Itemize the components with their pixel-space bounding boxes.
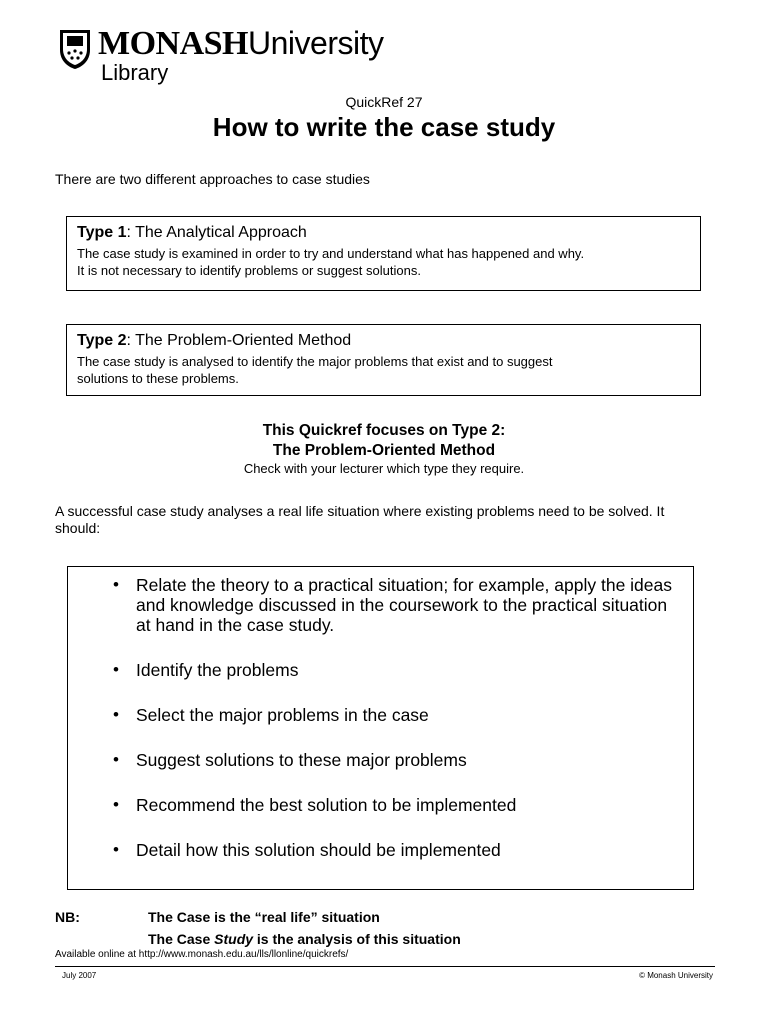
type1-heading	[77, 223, 690, 243]
type2-body	[77, 353, 690, 387]
focus-line2: The Problem-Oriented Method	[272, 442, 496, 459]
list-item	[80, 750, 679, 770]
nb-label: NB:	[55, 909, 80, 925]
focus-block	[0, 421, 768, 477]
type1-box	[66, 216, 701, 291]
bullet-icon: •	[113, 840, 119, 859]
bullet-icon: •	[113, 705, 119, 724]
type2-heading-text: : The Problem-Oriented Method	[126, 332, 352, 349]
list-item-text: Detail how this solution should be implemented	[136, 840, 501, 860]
list-item	[80, 840, 679, 860]
list-item	[80, 795, 679, 815]
type1-body-line1: The case study is examined in order to try and understand what has happened and why.	[77, 246, 585, 261]
type2-heading	[77, 331, 690, 351]
list-item	[80, 575, 679, 635]
bullet-icon: •	[113, 575, 119, 594]
type1-heading-text: : The Analytical Approach	[126, 224, 307, 241]
bullet-icon: •	[113, 795, 119, 814]
logo-name-bold: MONASH	[98, 25, 248, 62]
nb-line2	[148, 931, 461, 947]
list-item-text: Suggest solutions to these major problems	[136, 750, 467, 770]
type2-label: Type 2	[77, 332, 127, 349]
available-online-text: Available online at http://www.monash.edu.au/lls/llonline/quickrefs/	[55, 949, 349, 960]
bullet-icon: •	[113, 660, 119, 679]
type2-body-line1: The case study is analysed to identify the major problems that exist and to suggest	[77, 354, 553, 369]
nb-line1: The Case is the “real life” situation	[148, 909, 380, 925]
nb-line2-pre: The Case	[148, 931, 215, 947]
monash-crest-icon	[58, 28, 92, 70]
type1-body-line2: It is not necessary to identify problems or suggest solutions.	[77, 263, 421, 278]
footer-divider	[55, 966, 715, 967]
footer-date: July 2007	[62, 971, 97, 980]
list-item-text: Recommend the best solution to be implemented	[136, 795, 517, 815]
list-item	[80, 705, 679, 725]
type1-body	[77, 245, 690, 279]
focus-line1: This Quickref focuses on Type 2:	[262, 422, 506, 439]
type1-label: Type 1	[77, 224, 127, 241]
page-title: How to write the case study	[212, 112, 556, 142]
focus-line3: Check with your lecturer which type they require.	[243, 461, 525, 476]
list-item	[80, 660, 679, 680]
intro-text: There are two different approaches to case studies	[55, 171, 370, 187]
nb-line2-post: is the analysis of this situation	[253, 931, 461, 947]
nb-line2-emphasis: Study	[214, 931, 254, 947]
bullet-box	[67, 566, 694, 890]
intro-paragraph: A successful case study analyses a real life situation where existing problems need to be solved. It should:	[55, 503, 665, 536]
footer-copyright: © Monash University	[639, 971, 713, 980]
list-item-text: Relate the theory to a practical situation; for example, apply the ideas and knowledge discussed in the coursework to the practical situation at hand in the case study.	[136, 575, 672, 635]
list-item-text: Select the major problems in the case	[136, 705, 429, 725]
bullet-list	[80, 575, 679, 860]
logo-wordmark	[98, 24, 383, 63]
type2-body-line2: solutions to these problems.	[77, 371, 239, 386]
logo-name-regular: University	[248, 25, 384, 61]
logo-sub: Library	[101, 60, 169, 85]
quickref-label: QuickRef 27	[345, 94, 423, 110]
list-item-text: Identify the problems	[136, 660, 299, 680]
bullet-icon: •	[113, 750, 119, 769]
type2-box	[66, 324, 701, 396]
